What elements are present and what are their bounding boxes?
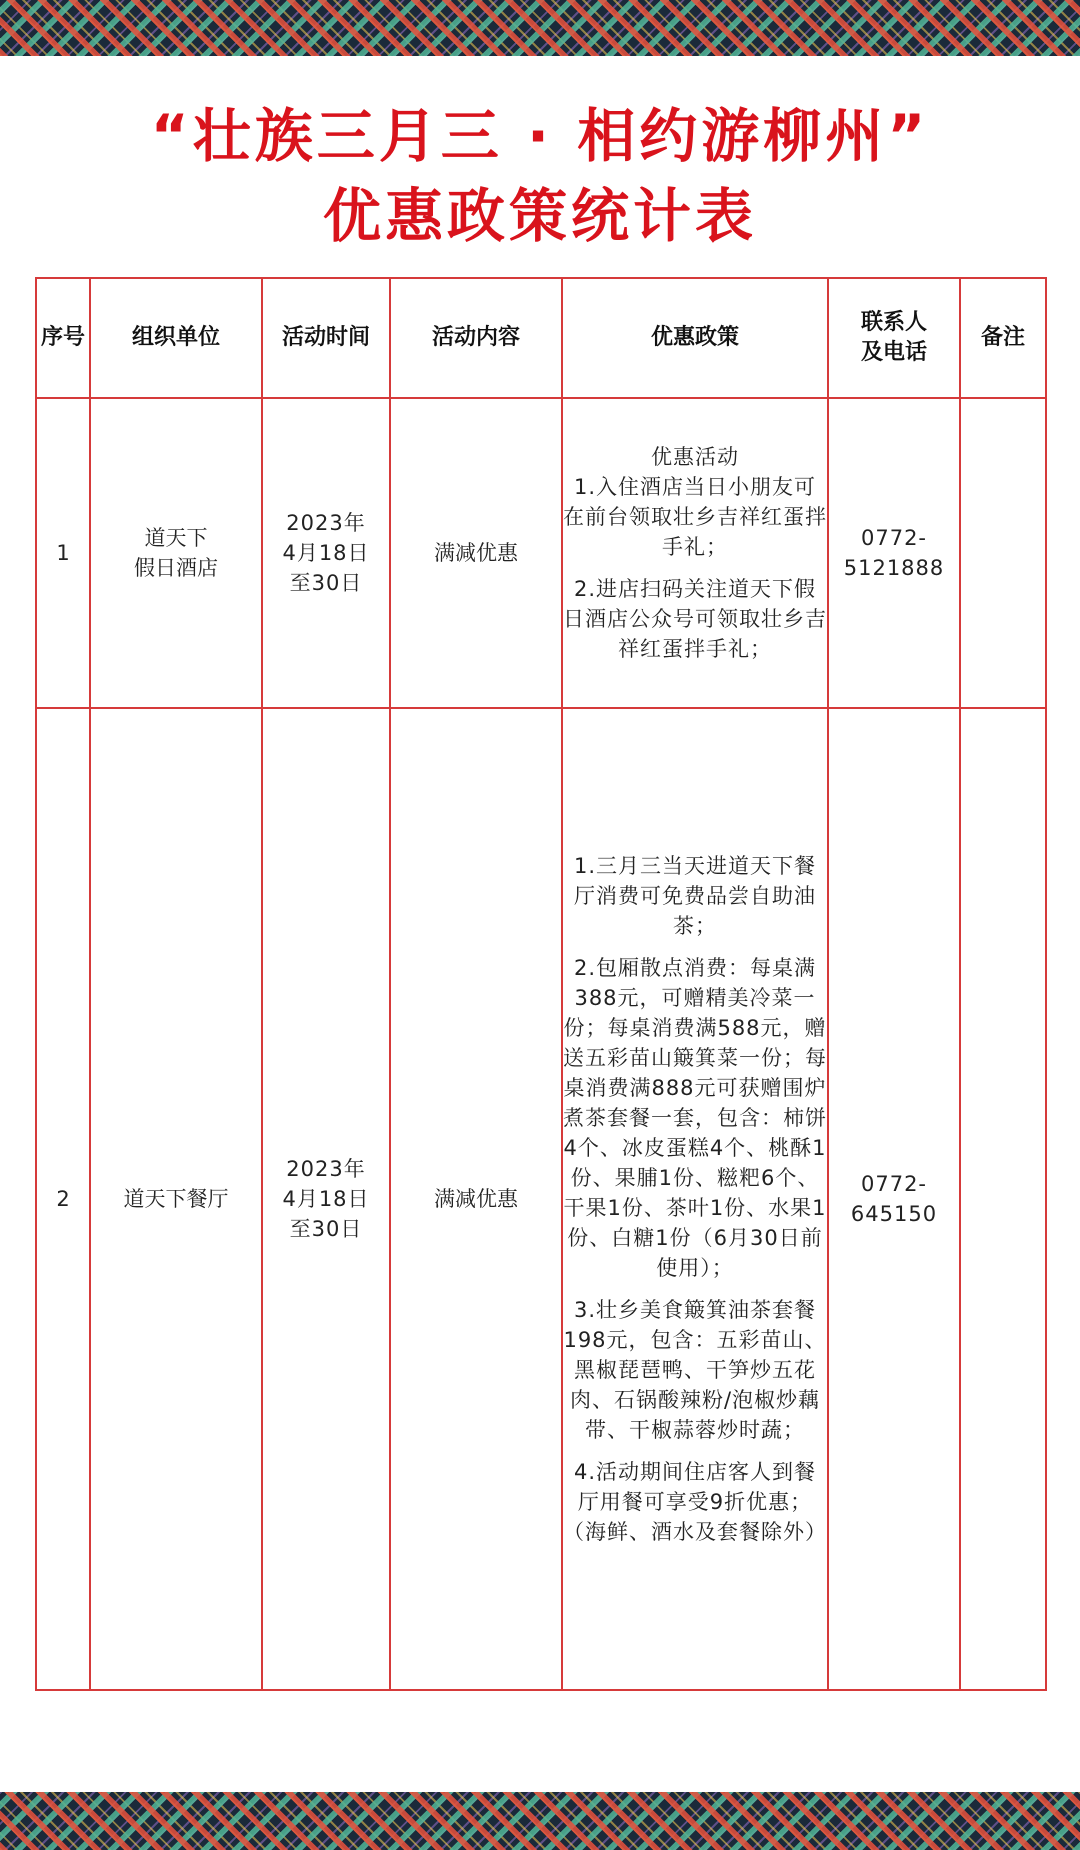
header-content: 活动内容 <box>390 278 562 398</box>
header-time: 活动时间 <box>262 278 390 398</box>
table-header-row <box>36 278 1046 398</box>
row-remark <box>960 708 1046 1690</box>
header-unit: 组织单位 <box>90 278 262 398</box>
policy-item: 3.壮乡美食簸箕油茶套餐 198元，包含：五彩苗山、黑椒琵琶鸭、干笋炒五花肉、石锅酸辣粉/泡椒炒藕带、干椒蒜蓉炒时蔬； <box>563 1298 827 1442</box>
row-index: 1 <box>36 398 90 708</box>
title-line-1: “壮族三月三 · 相约游柳州” <box>150 102 930 170</box>
row-unit: 道天下餐厅 <box>90 708 262 1690</box>
ethnic-pattern-top-border <box>0 0 1080 56</box>
row-time: 2023年 4月18日 至30日 <box>262 708 390 1690</box>
policy-item: 2.进店扫码关注道天下假日酒店公众号可领取壮乡吉祥红蛋拌手礼； <box>563 577 827 661</box>
header-contact: 联系人 及电话 <box>828 278 960 398</box>
row-content: 满减优惠 <box>390 708 562 1690</box>
header-remark: 备注 <box>960 278 1046 398</box>
title-line-2: 优惠政策统计表 <box>322 182 757 250</box>
row-remark <box>960 398 1046 708</box>
row-time: 2023年 4月18日 至30日 <box>262 398 390 708</box>
header-index: 序号 <box>36 278 90 398</box>
header-policy: 优惠政策 <box>562 278 828 398</box>
row-unit: 道天下 假日酒店 <box>90 398 262 708</box>
row-contact-phone: 0772- 5121888 <box>828 398 960 708</box>
policy-item: 2.包厢散点消费：每桌满388元，可赠精美冷菜一份；每桌消费满588元，赠送五彩苗山簸箕菜一份；每桌消费满888元可获赠围炉煮茶套餐一套，包含：柿饼4个、冰皮蛋糕4个、桃酥1份、果脯1份、糍粑6个、干果1份、茶叶1份、水果1份、白糖1份（6月30日前使用）； <box>563 956 827 1280</box>
ethnic-pattern-bottom-border <box>0 1792 1080 1850</box>
policy-item: 优惠活动 1.入住酒店当日小朋友可在前台领取壮乡吉祥红蛋拌手礼； <box>563 445 827 559</box>
page-title <box>0 96 1080 256</box>
policy-item: 1.三月三当天进道天下餐厅消费可免费品尝自助油茶； <box>573 854 817 938</box>
table-row <box>36 708 1046 1690</box>
row-policy <box>562 708 828 1690</box>
policy-item: 4.活动期间住店客人到餐厅用餐可享受9折优惠；（海鲜、酒水及套餐除外） <box>563 1460 827 1544</box>
row-policy <box>562 398 828 708</box>
row-content: 满减优惠 <box>390 398 562 708</box>
row-index: 2 <box>36 708 90 1690</box>
table-row <box>36 398 1046 708</box>
discount-policy-table <box>35 277 1047 1691</box>
row-contact-phone: 0772- 645150 <box>828 708 960 1690</box>
